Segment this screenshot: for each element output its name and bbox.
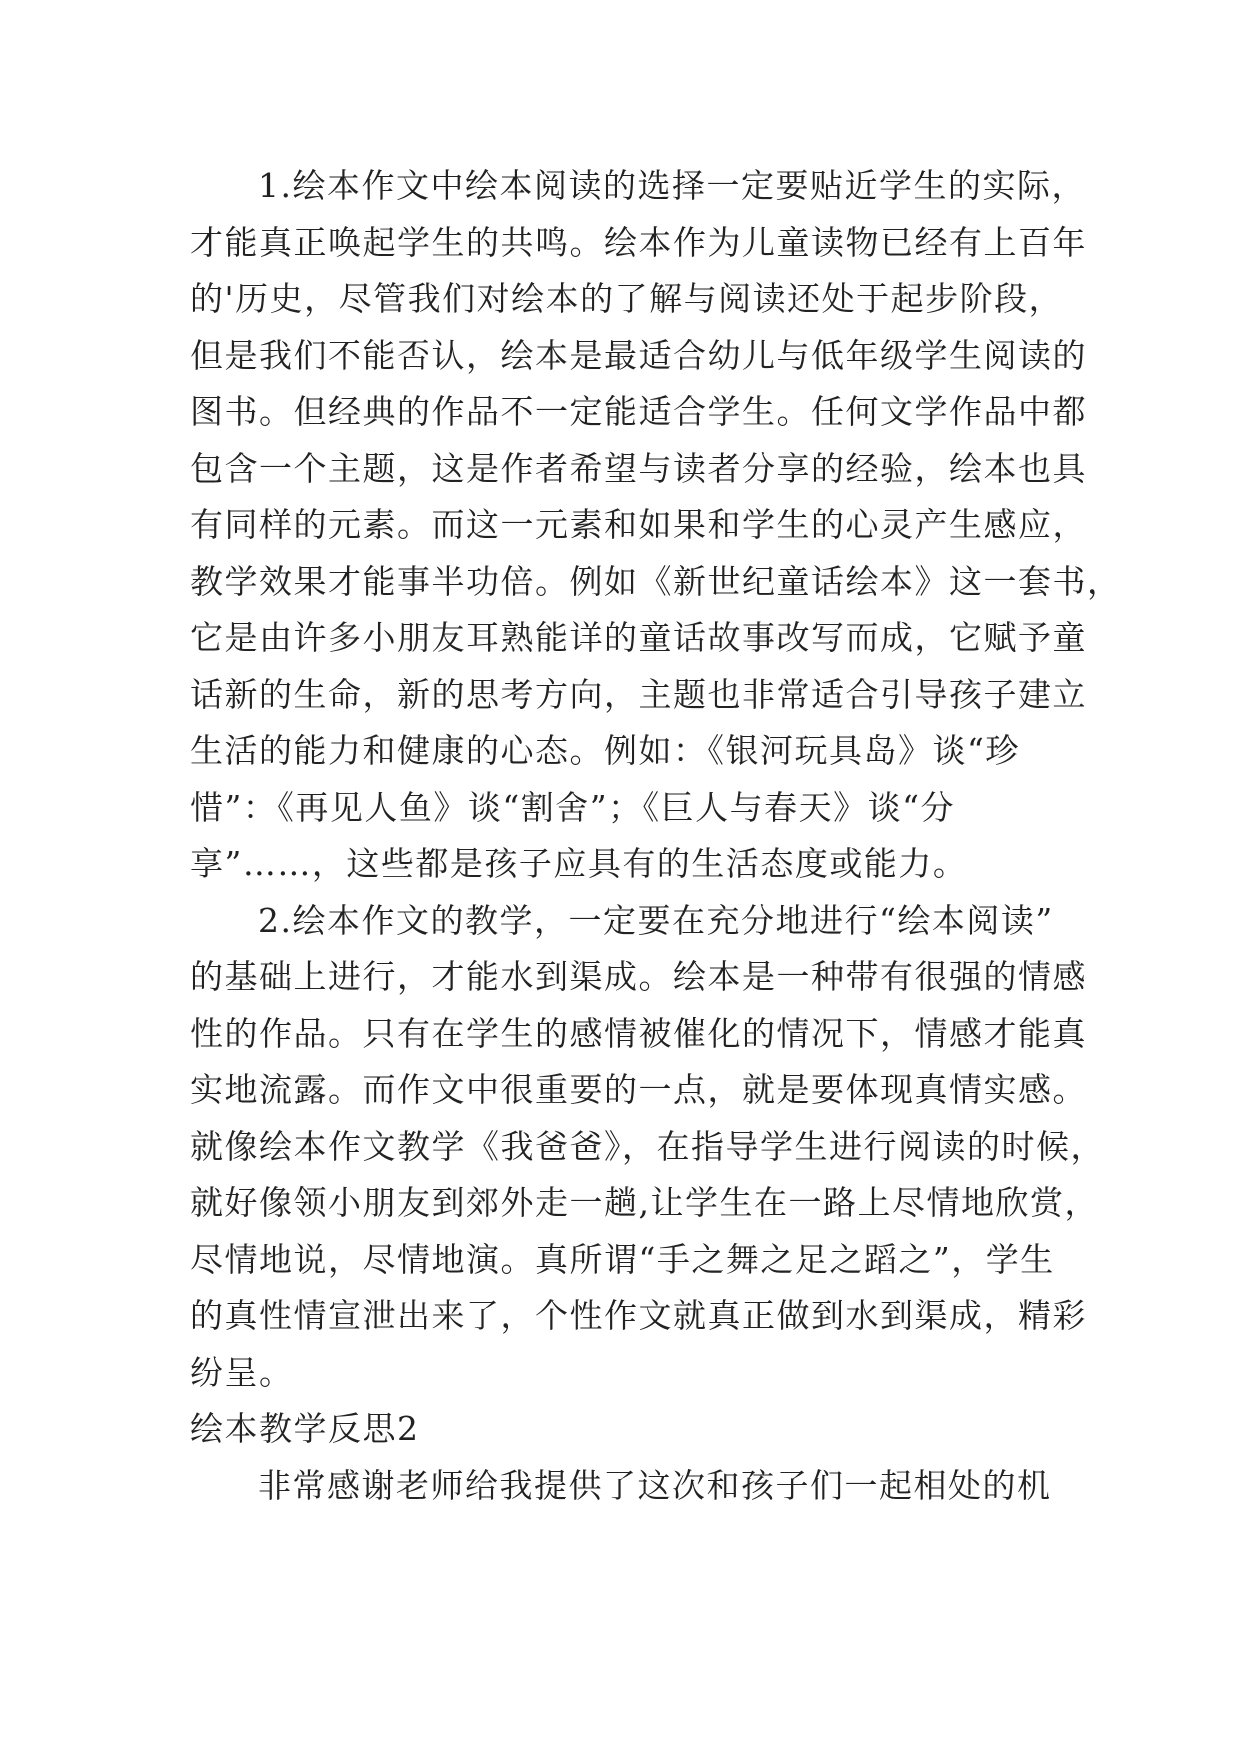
text-line: 包含一个主题，这是作者希望与读者分享的经验，绘本也具	[190, 448, 1087, 488]
text-line: 生活的能力和健康的心态。例如：《银河玩具岛》谈“珍	[190, 731, 1020, 770]
text-line: 就好像领小朋友到郊外走一趟,让学生在一路上尽情地欣赏，	[190, 1183, 1099, 1222]
text-line: 才能真正唤起学生的共鸣。绘本作为儿童读物已经有上百年	[190, 222, 1087, 262]
text-line: 的真性情宣泄出来了，个性作文就真正做到水到渠成，精彩	[190, 1296, 1087, 1335]
text-line: 非常感谢老师给我提供了这次和孩子们一起相处的机	[258, 1465, 1052, 1505]
paragraph-2	[190, 893, 1105, 1402]
text-line: 纷呈。	[190, 1352, 294, 1392]
paragraph-1	[190, 158, 1122, 893]
text-line: 性的作品。只有在学生的感情被催化的情况下，情感才能真	[190, 1013, 1087, 1053]
text-line: 就像绘本作文教学《我爸爸》，在指导学生进行阅读的时候，	[190, 1126, 1105, 1166]
text-line: 尽情地说，尽情地演。真所谓“手之舞之足之蹈之”，学生	[190, 1239, 1055, 1279]
text-line: 图书。但经典的作品不一定能适合学生。任何文学作品中都	[190, 392, 1087, 431]
text-line: 享”……，这些都是孩子应具有的生活态度或能力。	[190, 844, 968, 883]
text-line: 教学效果才能事半功倍。例如《新世纪童话绘本》这一套书，	[190, 561, 1122, 601]
document-body	[190, 158, 1122, 1514]
text-line: 1.绘本作文中绘本阅读的选择一定要贴近学生的实际，	[258, 166, 1086, 205]
text-line: 2.绘本作文的教学，一定要在充分地进行“绘本阅读”	[258, 900, 1054, 940]
text-line: 有同样的元素。而这一元素和如果和学生的心灵产生感应，	[190, 505, 1087, 544]
text-line: 的'历史，尽管我们对绘本的了解与阅读还处于起步阶段，	[190, 279, 1064, 318]
text-line: 话新的生命，新的思考方向，主题也非常适合引导孩子建立	[190, 674, 1087, 714]
text-line: 它是由许多小朋友耳熟能详的童话故事改写而成，它赋予童	[190, 618, 1087, 657]
section-heading: 绘本教学反思2	[190, 1409, 420, 1448]
paragraph-3	[190, 1458, 1050, 1515]
text-line: 但是我们不能否认，绘本是最适合幼儿与低年级学生阅读的	[190, 335, 1087, 375]
text-line: 的基础上进行，才能水到渠成。绘本是一种带有很强的情感	[190, 957, 1087, 996]
text-line: 实地流露。而作文中很重要的一点，就是要体现真情实感。	[190, 1070, 1087, 1109]
text-line: 惜”：《再见人鱼》谈“割舍”；《巨人与春天》谈“分	[190, 787, 955, 827]
